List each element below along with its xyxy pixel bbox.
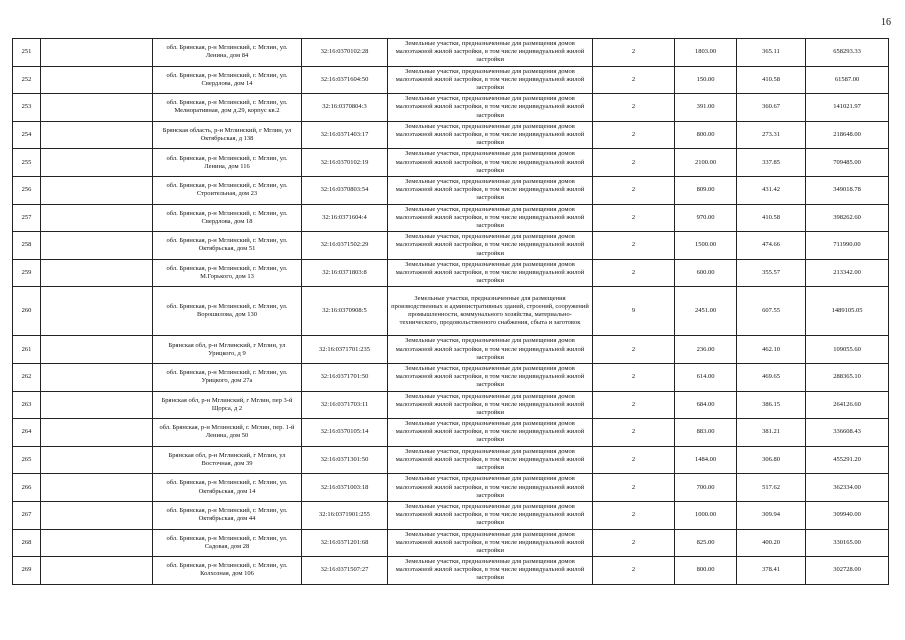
address-cell: Брянская обл, р-н Мглинский, г Мглин, ул Восточная, дом 39 xyxy=(153,446,302,474)
cadastral-value-cell: 61587.00 xyxy=(806,66,889,94)
blank-cell xyxy=(41,94,153,122)
address-cell: обл. Брянская, р-н Мглинский, г. Мглин, ул. Ленина, дом 84 xyxy=(153,39,302,67)
address-cell: обл. Брянская, р-н Мглинский, г. Мглин, ул. Октябрьская, дом 44 xyxy=(153,501,302,529)
permitted-use-cell: Земельные участки, предназначенные для размещения домов малоэтажной жилой застройки, в том числе индивидуальной жилой застройки xyxy=(388,501,593,529)
row-number-cell: 256 xyxy=(13,176,41,204)
specific-value-cell: 337.85 xyxy=(737,149,806,177)
cadastral-number-cell: 32:16:0371301:50 xyxy=(302,446,388,474)
area-cell: 825.00 xyxy=(675,529,737,557)
blank-cell xyxy=(41,66,153,94)
blank-cell xyxy=(41,121,153,149)
address-cell: обл. Брянская, р-н Мглинский, г. Мглин, ул. Октябрьская, дом 14 xyxy=(153,474,302,502)
use-group-cell: 2 xyxy=(593,94,675,122)
blank-cell xyxy=(41,149,153,177)
address-cell: обл. Брянская, р-н Мглинский, г. Мглин, ул. Садовая, дом 28 xyxy=(153,529,302,557)
table-row xyxy=(13,149,889,177)
specific-value-cell: 386.15 xyxy=(737,391,806,419)
cadastral-number-cell: 32:16:0371604:50 xyxy=(302,66,388,94)
cadastral-number-cell: 32:16:0371604:4 xyxy=(302,204,388,232)
blank-cell xyxy=(41,287,153,336)
cadastral-number-cell: 32:16:0371701:235 xyxy=(302,336,388,364)
area-cell: 600.00 xyxy=(675,259,737,287)
specific-value-cell: 378.41 xyxy=(737,557,806,585)
area-cell: 614.00 xyxy=(675,363,737,391)
use-group-cell: 2 xyxy=(593,232,675,260)
cadastral-value-cell: 349018.78 xyxy=(806,176,889,204)
blank-cell xyxy=(41,446,153,474)
permitted-use-cell: Земельные участки, предназначенные для размещения домов малоэтажной жилой застройки, в том числе индивидуальной жилой застройки xyxy=(388,176,593,204)
row-number-cell: 259 xyxy=(13,259,41,287)
area-cell: 970.00 xyxy=(675,204,737,232)
use-group-cell: 2 xyxy=(593,474,675,502)
cadastral-number-cell: 32:16:0371803:8 xyxy=(302,259,388,287)
cadastral-number-cell: 32:16:0370908:5 xyxy=(302,287,388,336)
cadastral-value-cell: 455291.20 xyxy=(806,446,889,474)
cadastral-value-cell: 302728.00 xyxy=(806,557,889,585)
blank-cell xyxy=(41,391,153,419)
table-row xyxy=(13,391,889,419)
row-number-cell: 258 xyxy=(13,232,41,260)
area-cell: 391.00 xyxy=(675,94,737,122)
table-row xyxy=(13,121,889,149)
table-row xyxy=(13,419,889,447)
row-number-cell: 262 xyxy=(13,363,41,391)
table-row xyxy=(13,94,889,122)
cadastral-value-cell: 288365.10 xyxy=(806,363,889,391)
area-cell: 1000.00 xyxy=(675,501,737,529)
blank-cell xyxy=(41,474,153,502)
specific-value-cell: 273.31 xyxy=(737,121,806,149)
cadastral-value-cell: 218648.00 xyxy=(806,121,889,149)
area-cell: 684.00 xyxy=(675,391,737,419)
permitted-use-cell: Земельные участки, предназначенные для размещения домов малоэтажной жилой застройки, в том числе индивидуальной жилой застройки xyxy=(388,121,593,149)
specific-value-cell: 474.66 xyxy=(737,232,806,260)
area-cell: 1803.00 xyxy=(675,39,737,67)
cadastral-value-cell: 213342.00 xyxy=(806,259,889,287)
use-group-cell: 2 xyxy=(593,121,675,149)
cadastral-value-cell: 658293.33 xyxy=(806,39,889,67)
table-row xyxy=(13,529,889,557)
cadastral-value-cell: 336608.43 xyxy=(806,419,889,447)
permitted-use-cell: Земельные участки, предназначенные для размещения домов малоэтажной жилой застройки, в том числе индивидуальной жилой застройки xyxy=(388,391,593,419)
specific-value-cell: 607.55 xyxy=(737,287,806,336)
use-group-cell: 2 xyxy=(593,176,675,204)
specific-value-cell: 462.10 xyxy=(737,336,806,364)
cadastral-number-cell: 32:16:0371003:18 xyxy=(302,474,388,502)
address-cell: обл. Брянская, р-н Мглинский, г. Мглин, пер. 1-й Ленина, дом 50 xyxy=(153,419,302,447)
use-group-cell: 2 xyxy=(593,149,675,177)
address-cell: обл. Брянская, р-н Мглинский, г. Мглин, ул. Ленина, дом 116 xyxy=(153,149,302,177)
specific-value-cell: 365.11 xyxy=(737,39,806,67)
address-cell: обл. Брянская, р-н Мглинский, г. Мглин, ул. Свердлова, дом 18 xyxy=(153,204,302,232)
cadastral-value-cell: 264126.60 xyxy=(806,391,889,419)
area-cell: 800.00 xyxy=(675,557,737,585)
use-group-cell: 2 xyxy=(593,446,675,474)
row-number-cell: 268 xyxy=(13,529,41,557)
blank-cell xyxy=(41,419,153,447)
row-number-cell: 269 xyxy=(13,557,41,585)
address-cell: Брянская обл, р-н Мглинский, г Мглин, ул Урицкого, д 9 xyxy=(153,336,302,364)
permitted-use-cell: Земельные участки, предназначенные для размещения домов малоэтажной жилой застройки, в том числе индивидуальной жилой застройки xyxy=(388,149,593,177)
cadastral-value-cell: 330165.00 xyxy=(806,529,889,557)
blank-cell xyxy=(41,557,153,585)
use-group-cell: 2 xyxy=(593,204,675,232)
cadastral-value-cell: 1489105.05 xyxy=(806,287,889,336)
table-row xyxy=(13,557,889,585)
area-cell: 700.00 xyxy=(675,474,737,502)
permitted-use-cell: Земельные участки, предназначенные для размещения домов малоэтажной жилой застройки, в том числе индивидуальной жилой застройки xyxy=(388,39,593,67)
row-number-cell: 253 xyxy=(13,94,41,122)
specific-value-cell: 410.58 xyxy=(737,204,806,232)
permitted-use-cell: Земельные участки, предназначенные для размещения домов малоэтажной жилой застройки, в том числе индивидуальной жилой застройки xyxy=(388,363,593,391)
blank-cell xyxy=(41,529,153,557)
row-number-cell: 255 xyxy=(13,149,41,177)
use-group-cell: 9 xyxy=(593,287,675,336)
blank-cell xyxy=(41,176,153,204)
address-cell: Брянская обл, р-н Мглинский, г Мглин, пер 3-й Щорса, д 2 xyxy=(153,391,302,419)
permitted-use-cell: Земельные участки, предназначенные для размещения домов малоэтажной жилой застройки, в том числе индивидуальной жилой застройки xyxy=(388,204,593,232)
blank-cell xyxy=(41,259,153,287)
cadastral-number-cell: 32:16:0371201:68 xyxy=(302,529,388,557)
specific-value-cell: 381.21 xyxy=(737,419,806,447)
table-row xyxy=(13,66,889,94)
cadastral-value-cell: 109055.60 xyxy=(806,336,889,364)
permitted-use-cell: Земельные участки, предназначенные для размещения домов малоэтажной жилой застройки, в том числе индивидуальной жилой застройки xyxy=(388,94,593,122)
area-cell: 150.00 xyxy=(675,66,737,94)
address-cell: обл. Брянская, р-н Мглинский, г. Мглин, ул. Свердлова, дом 14 xyxy=(153,66,302,94)
address-cell: обл. Брянская, р-н Мглинский, г. Мглин, ул. Ворошилова, дом 130 xyxy=(153,287,302,336)
permitted-use-cell: Земельные участки, предназначенные для размещения домов малоэтажной жилой застройки, в том числе индивидуальной жилой застройки xyxy=(388,259,593,287)
use-group-cell: 2 xyxy=(593,529,675,557)
specific-value-cell: 517.62 xyxy=(737,474,806,502)
specific-value-cell: 309.94 xyxy=(737,501,806,529)
table-row xyxy=(13,474,889,502)
permitted-use-cell: Земельные участки, предназначенные для размещения производственных и административных зданий, строений, сооружений промышленности, коммунального хозяйства, материально-технического, продовольственного снабжения, сбыта и заготовок xyxy=(388,287,593,336)
specific-value-cell: 431.42 xyxy=(737,176,806,204)
row-number-cell: 267 xyxy=(13,501,41,529)
cadastral-value-cell: 709485.00 xyxy=(806,149,889,177)
cadastral-number-cell: 32:16:0371403:17 xyxy=(302,121,388,149)
use-group-cell: 2 xyxy=(593,419,675,447)
row-number-cell: 257 xyxy=(13,204,41,232)
cadastral-value-cell: 398262.60 xyxy=(806,204,889,232)
row-number-cell: 263 xyxy=(13,391,41,419)
use-group-cell: 2 xyxy=(593,363,675,391)
table-row xyxy=(13,176,889,204)
cadastral-value-cell: 141021.97 xyxy=(806,94,889,122)
specific-value-cell: 360.67 xyxy=(737,94,806,122)
row-number-cell: 252 xyxy=(13,66,41,94)
address-cell: обл. Брянская, р-н Мглинский, г. Мглин, ул. Октябрьская, дом 51 xyxy=(153,232,302,260)
row-number-cell: 264 xyxy=(13,419,41,447)
table-row xyxy=(13,204,889,232)
area-cell: 2451.00 xyxy=(675,287,737,336)
table-body xyxy=(13,39,889,585)
area-cell: 2100.00 xyxy=(675,149,737,177)
cadastral-number-cell: 32:16:0370105:14 xyxy=(302,419,388,447)
permitted-use-cell: Земельные участки, предназначенные для размещения домов малоэтажной жилой застройки, в том числе индивидуальной жилой застройки xyxy=(388,474,593,502)
table-row xyxy=(13,39,889,67)
specific-value-cell: 400.20 xyxy=(737,529,806,557)
use-group-cell: 2 xyxy=(593,66,675,94)
table-row xyxy=(13,232,889,260)
address-cell: обл. Брянская, р-н Мглинский, г. Мглин, ул. М.Горького, дом 13 xyxy=(153,259,302,287)
address-cell: Брянская область, р-н Мглинский, г Мглин, ул Октябрьская, д 138 xyxy=(153,121,302,149)
blank-cell xyxy=(41,232,153,260)
blank-cell xyxy=(41,501,153,529)
blank-cell xyxy=(41,336,153,364)
permitted-use-cell: Земельные участки, предназначенные для размещения домов малоэтажной жилой застройки, в том числе индивидуальной жилой застройки xyxy=(388,66,593,94)
address-cell: обл. Брянская, р-н Мглинский, г. Мглин, ул. Мелиоративная, дом д.29, корпус кв.2 xyxy=(153,94,302,122)
use-group-cell: 2 xyxy=(593,259,675,287)
blank-cell xyxy=(41,363,153,391)
area-cell: 236.00 xyxy=(675,336,737,364)
land-plots-table xyxy=(12,38,889,585)
use-group-cell: 2 xyxy=(593,557,675,585)
cadastral-number-cell: 32:16:0371701:50 xyxy=(302,363,388,391)
permitted-use-cell: Земельные участки, предназначенные для размещения домов малоэтажной жилой застройки, в том числе индивидуальной жилой застройки xyxy=(388,232,593,260)
table-row xyxy=(13,287,889,336)
address-cell: обл. Брянская, р-н Мглинский, г. Мглин, ул. Урицкого, дом 27а xyxy=(153,363,302,391)
row-number-cell: 266 xyxy=(13,474,41,502)
specific-value-cell: 355.57 xyxy=(737,259,806,287)
row-number-cell: 260 xyxy=(13,287,41,336)
cadastral-number-cell: 32:16:0370102:28 xyxy=(302,39,388,67)
area-cell: 1484.00 xyxy=(675,446,737,474)
cadastral-number-cell: 32:16:0371901:255 xyxy=(302,501,388,529)
table-row xyxy=(13,363,889,391)
specific-value-cell: 306.80 xyxy=(737,446,806,474)
address-cell: обл. Брянская, р-н Мглинский, г. Мглин, ул. Колхозная, дом 106 xyxy=(153,557,302,585)
area-cell: 800.00 xyxy=(675,121,737,149)
permitted-use-cell: Земельные участки, предназначенные для размещения домов малоэтажной жилой застройки, в том числе индивидуальной жилой застройки xyxy=(388,446,593,474)
permitted-use-cell: Земельные участки, предназначенные для размещения домов малоэтажной жилой застройки, в том числе индивидуальной жилой застройки xyxy=(388,529,593,557)
table-row xyxy=(13,501,889,529)
table-row xyxy=(13,259,889,287)
blank-cell xyxy=(41,204,153,232)
cadastral-number-cell: 32:16:0371703:11 xyxy=(302,391,388,419)
cadastral-number-cell: 32:16:0370803:54 xyxy=(302,176,388,204)
area-cell: 809.00 xyxy=(675,176,737,204)
use-group-cell: 2 xyxy=(593,336,675,364)
table-row xyxy=(13,336,889,364)
permitted-use-cell: Земельные участки, предназначенные для размещения домов малоэтажной жилой застройки, в том числе индивидуальной жилой застройки xyxy=(388,557,593,585)
cadastral-value-cell: 362334.00 xyxy=(806,474,889,502)
cadastral-value-cell: 711990.00 xyxy=(806,232,889,260)
cadastral-number-cell: 32:16:0371507:27 xyxy=(302,557,388,585)
blank-cell xyxy=(41,39,153,67)
cadastral-number-cell: 32:16:0371502:29 xyxy=(302,232,388,260)
cadastral-number-cell: 32:16:0370804:3 xyxy=(302,94,388,122)
permitted-use-cell: Земельные участки, предназначенные для размещения домов малоэтажной жилой застройки, в том числе индивидуальной жилой застройки xyxy=(388,336,593,364)
specific-value-cell: 469.65 xyxy=(737,363,806,391)
cadastral-value-cell: 309940.00 xyxy=(806,501,889,529)
row-number-cell: 254 xyxy=(13,121,41,149)
table-row xyxy=(13,446,889,474)
page-number: 16 xyxy=(881,17,891,28)
area-cell: 883.00 xyxy=(675,419,737,447)
use-group-cell: 2 xyxy=(593,391,675,419)
row-number-cell: 261 xyxy=(13,336,41,364)
row-number-cell: 251 xyxy=(13,39,41,67)
row-number-cell: 265 xyxy=(13,446,41,474)
specific-value-cell: 410.58 xyxy=(737,66,806,94)
use-group-cell: 2 xyxy=(593,39,675,67)
use-group-cell: 2 xyxy=(593,501,675,529)
address-cell: обл. Брянская, р-н Мглинский, г. Мглин, ул. Строительная, дом 23 xyxy=(153,176,302,204)
cadastral-number-cell: 32:16:0370102:19 xyxy=(302,149,388,177)
area-cell: 1500.00 xyxy=(675,232,737,260)
permitted-use-cell: Земельные участки, предназначенные для размещения домов малоэтажной жилой застройки, в том числе индивидуальной жилой застройки xyxy=(388,419,593,447)
